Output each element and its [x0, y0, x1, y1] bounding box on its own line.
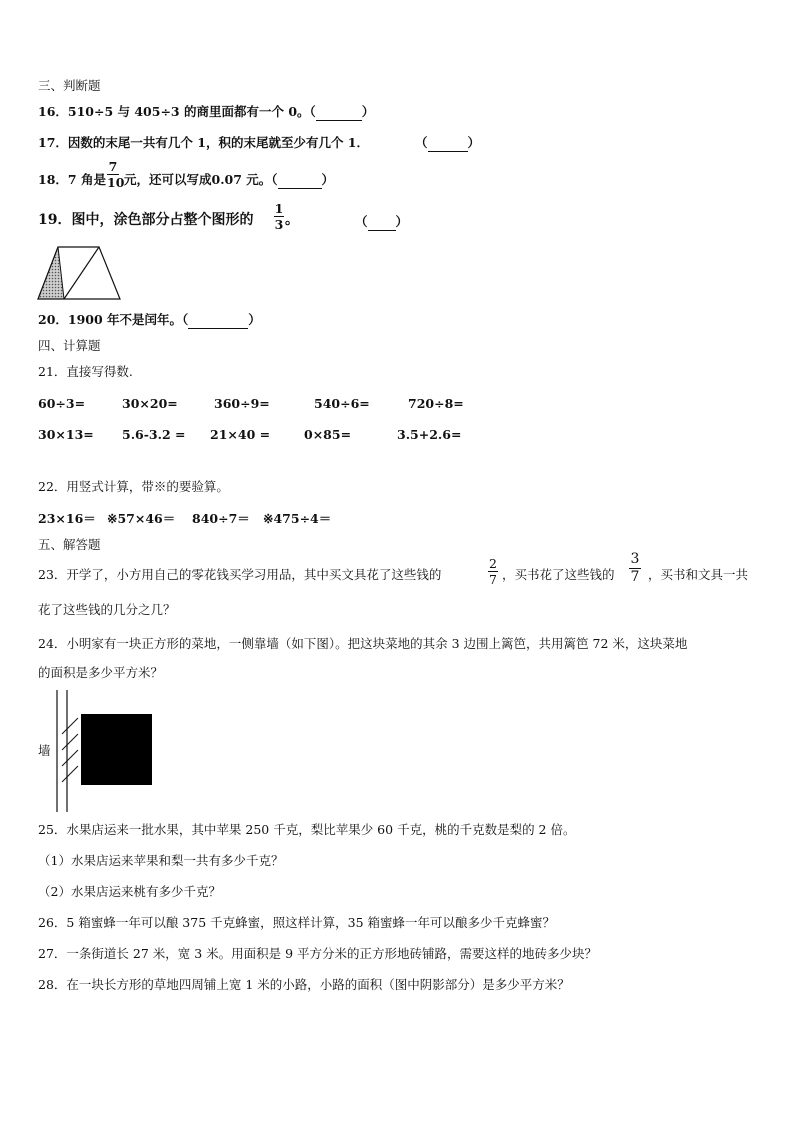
calc-item: 30×13= — [38, 427, 94, 442]
vertical-calc-item: 840÷7＝ — [192, 511, 250, 526]
question-17-close: ） — [467, 135, 481, 150]
answer-blank-18[interactable] — [278, 172, 322, 189]
question-19-close: ） — [395, 214, 409, 229]
trapezoid-diagonal — [64, 247, 99, 299]
question-16-close: ） — [361, 104, 375, 119]
wall-hatch — [62, 734, 78, 750]
wall-hatch — [62, 718, 78, 734]
fraction-1-3 — [274, 202, 284, 231]
question-23-line2: 花了这些钱的几分之几？ — [38, 602, 176, 617]
section-heading-5: 五、解答题 — [38, 537, 101, 552]
fraction-denominator: 10 — [107, 175, 125, 190]
question-18-close: ） — [321, 172, 335, 187]
fraction-numerator: 7 — [108, 159, 118, 174]
question-22-title: 22．用竖式计算，带※的要验算。 — [38, 479, 229, 494]
vertical-calc-item: ※57×46＝ — [107, 511, 176, 526]
fraction-numerator: 2 — [489, 556, 497, 571]
answer-blank-17[interactable] — [428, 135, 468, 152]
question-23-c: ，买书和文具一共 — [648, 567, 749, 582]
question-18-line — [124, 172, 334, 189]
question-20 — [38, 312, 261, 329]
answer-blank-20[interactable] — [188, 312, 248, 329]
calc-item: 30×20= — [122, 396, 178, 411]
vegetable-plot-figure — [54, 688, 156, 814]
square-plot — [81, 714, 152, 785]
vertical-calc-item: ※475÷4＝ — [263, 511, 332, 526]
question-17-open: （ — [415, 135, 428, 150]
fraction-denominator: 7 — [489, 572, 497, 587]
question-24-line2: 的面积是多少平方米？ — [38, 665, 164, 680]
question-16-text: 16．510÷5 与 405÷3 的商里面都有一个 0。（ — [38, 104, 316, 119]
shaded-triangle — [38, 247, 64, 299]
question-25-sub1: （1）水果店运来苹果和梨一共有多少千克？ — [38, 853, 284, 868]
question-21-title: 21．直接写得数. — [38, 364, 133, 379]
question-28: 28．在一块长方形的草地四周铺上宽 1 米的小路，小路的面积（图中阴影部分）是多少平方米？ — [38, 977, 570, 992]
question-26: 26．5 箱蜜蜂一年可以酿 375 千克蜂蜜，照这样计算，35 箱蜜蜂一年可以酿多少千克蜂蜜？ — [38, 915, 556, 930]
calc-item: 720÷8= — [408, 396, 464, 411]
wall-hatch — [62, 750, 78, 766]
trapezoid-figure — [36, 244, 124, 302]
question-17-answer — [415, 135, 480, 152]
question-18-a: 18．7 角是 — [38, 172, 106, 187]
section-heading-3: 三、判断题 — [38, 78, 101, 93]
calc-item: 360÷9= — [214, 396, 270, 411]
fraction-numerator: 3 — [630, 551, 640, 567]
fraction-denominator: 7 — [630, 569, 640, 585]
question-20-close: ） — [248, 312, 261, 327]
question-23-b: ，买书花了这些钱的 — [502, 567, 615, 582]
fraction-3-7 — [629, 552, 641, 585]
fraction-numerator: 1 — [274, 201, 284, 216]
question-19-answer — [355, 214, 408, 231]
question-18-b: 元，还可以写成0.07 元。（ — [124, 172, 278, 187]
question-19-open: （ — [355, 214, 368, 229]
question-19-b: 。 — [285, 212, 299, 228]
question-25-line1: 25．水果店运来一批水果，其中苹果 250 千克，梨比苹果少 60 千克，桃的千克数是梨的 2 倍。 — [38, 822, 576, 837]
calc-item: 0×85= — [304, 427, 352, 442]
calc-item: 21×40 = — [210, 427, 271, 442]
calc-item: 60÷3= — [38, 396, 86, 411]
section-heading-4: 四、计算题 — [38, 338, 101, 353]
question-27: 27．一条街道长 27 米，宽 3 米。用面积是 9 平方分米的正方形地砖铺路，需要这样的地砖多少块？ — [38, 946, 598, 961]
wall-hatch — [62, 766, 78, 782]
calc-item: 540÷6= — [314, 396, 370, 411]
question-24-line1: 24．小明家有一块正方形的菜地，一侧靠墙（如下图）。把这块菜地的其余 3 边围上篱笆，共用篱笆 72 米，这块菜地 — [38, 636, 688, 651]
calc-item: 3.5+2.6= — [397, 427, 462, 442]
question-17-text: 17．因数的末尾一共有几个 1，积的末尾就至少有几个 1． — [38, 135, 369, 150]
answer-blank-16[interactable] — [316, 104, 362, 121]
question-25-sub2: （2）水果店运来桃有多少千克？ — [38, 884, 221, 899]
question-20-text: 20．1900 年不是闰年。（ — [38, 312, 189, 327]
wall-label: 墙 — [38, 743, 51, 758]
answer-blank-19[interactable] — [368, 214, 396, 231]
vertical-calc-item: 23×16＝ — [38, 511, 96, 526]
question-19-a: 19．图中，涂色部分占整个图形的 — [38, 212, 254, 228]
question-16 — [38, 104, 374, 121]
fraction-denominator: 3 — [274, 217, 284, 232]
calc-item: 5.6-3.2 = — [122, 427, 186, 442]
fraction-2-7 — [488, 557, 498, 586]
fraction-7-10 — [107, 159, 125, 190]
question-23-a: 23．开学了，小方用自己的零花钱买学习用品，其中买文具花了这些钱的 — [38, 567, 442, 582]
